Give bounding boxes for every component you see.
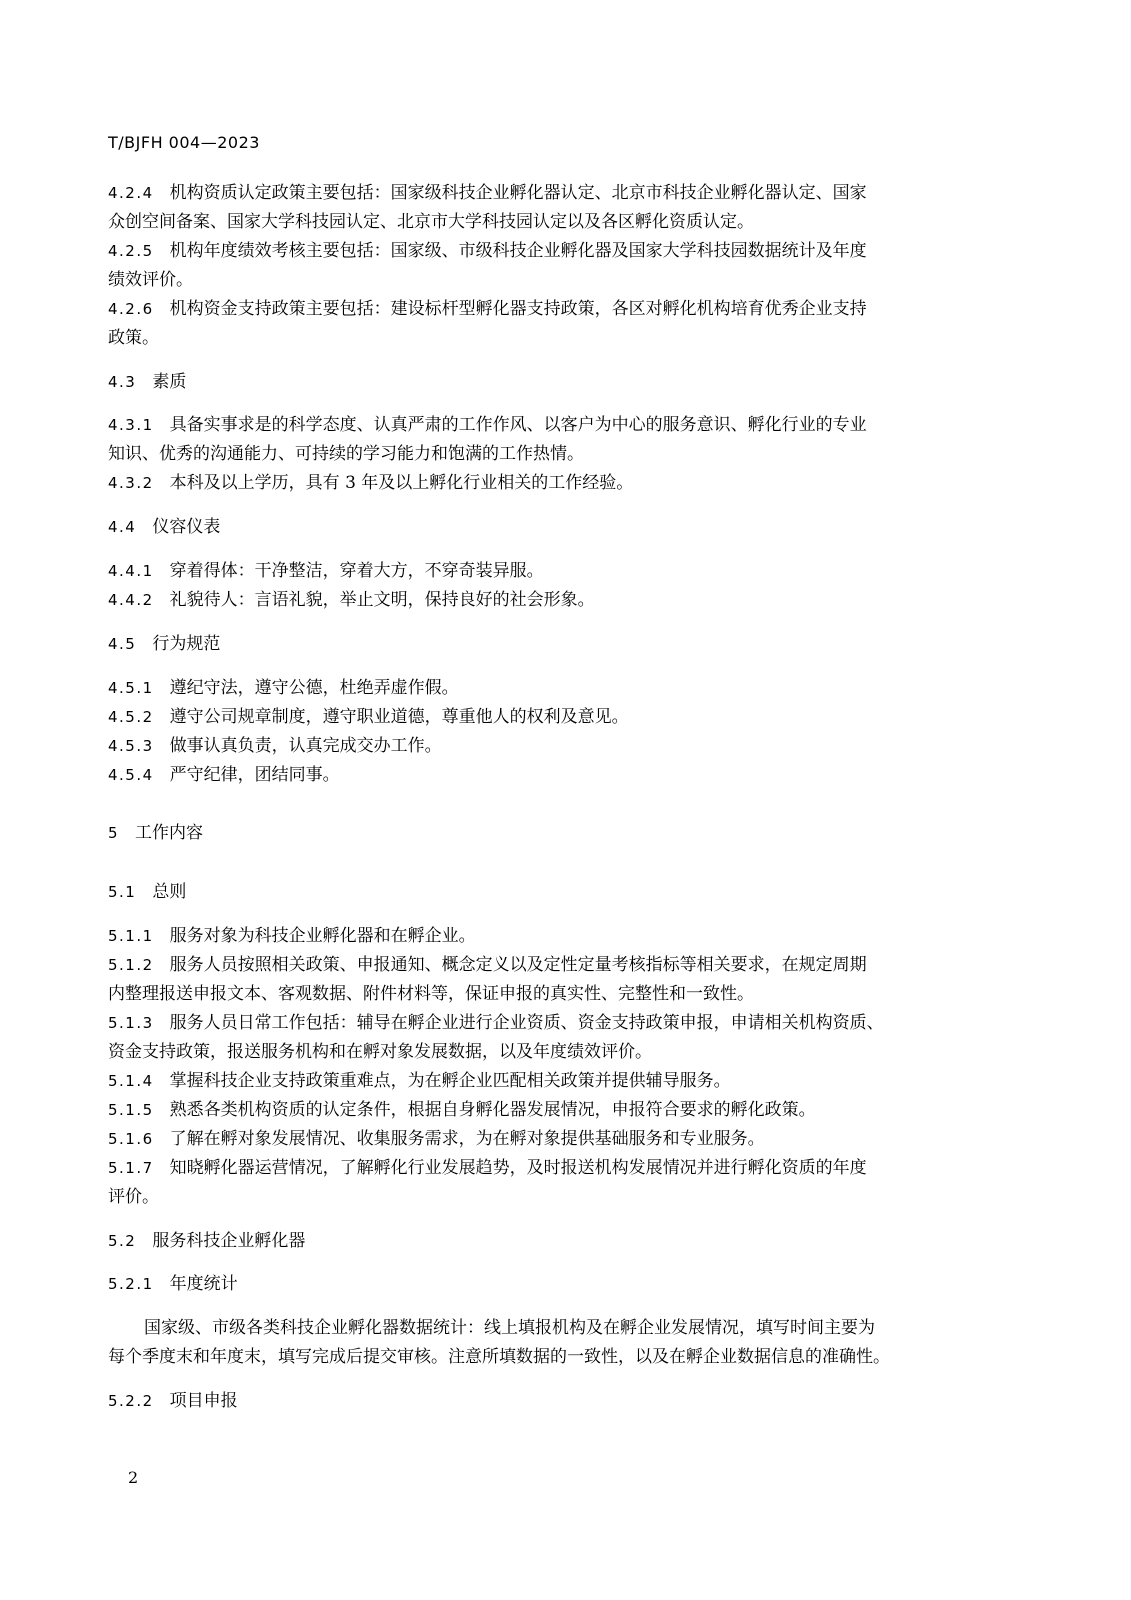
clause-text: 绩效评价。	[108, 270, 193, 290]
document-code: T/BJFH 004—2023	[108, 133, 260, 152]
paragraph-text: 每个季度末和年度末，填写完成后提交审核。注意所填数据的一致性，以及在孵企业数据信息的准确性。	[108, 1347, 890, 1367]
section-title: 行为规范	[152, 634, 221, 654]
clause-line	[108, 298, 867, 320]
clause-text: 众创空间备案、国家大学科技园认定、北京市大学科技园认定以及各区孵化资质认定。	[108, 212, 754, 232]
section-title: 仪容仪表	[152, 517, 221, 537]
clause-line	[108, 443, 584, 465]
clause-text: 资金支持政策，报送服务机构和在孵对象发展数据，以及年度绩效评价。	[108, 1042, 652, 1062]
clause-text: 具备实事求是的科学态度、认真严肃的工作作风、以客户为中心的服务意识、孵化行业的专业	[169, 415, 867, 435]
clause-line	[108, 327, 159, 349]
subsection-heading	[108, 1390, 238, 1412]
clause-number: 4.5.3	[108, 737, 154, 755]
clause-text: 评价。	[108, 1187, 159, 1207]
clause-line	[108, 1186, 159, 1208]
clause-number: 4.3.1	[108, 416, 154, 434]
clause-number: 4.5.2	[108, 708, 154, 726]
page-number: 2	[128, 1468, 139, 1487]
section-heading	[108, 633, 220, 655]
paragraph-line	[144, 1317, 875, 1339]
clause-text: 礼貌待人：言语礼貌，举止文明，保持良好的社会形象。	[169, 590, 595, 610]
clause-text: 内整理报送申报文本、客观数据、附件材料等，保证申报的真实性、完整性和一致性。	[108, 984, 754, 1004]
clause-text: 本科及以上学历，具有 3 年及以上孵化行业相关的工作经验。	[169, 473, 634, 493]
subsection-number: 5.2.2	[108, 1392, 154, 1410]
clause-text: 掌握科技企业支持政策重难点，为在孵企业匹配相关政策并提供辅导服务。	[169, 1071, 731, 1091]
clause-text: 做事认真负责，认真完成交办工作。	[169, 736, 442, 756]
clause-number: 5.1.2	[108, 956, 154, 974]
clause-text: 知晓孵化器运营情况，了解孵化行业发展趋势，及时报送机构发展情况并进行孵化资质的年度	[169, 1158, 867, 1178]
section-heading	[108, 371, 186, 393]
section-number: 5.2	[108, 1232, 137, 1250]
clause-number: 5.1.5	[108, 1101, 154, 1119]
clause-text: 机构资金支持政策主要包括：建设标杆型孵化器支持政策，各区对孵化机构培育优秀企业支持	[169, 299, 867, 319]
clause-line	[108, 211, 754, 233]
clause-text: 服务人员按照相关政策、申报通知、概念定义以及定性定量考核指标等相关要求，在规定周期	[169, 955, 867, 975]
section-number: 5.1	[108, 883, 137, 901]
clause-line	[108, 472, 633, 494]
clause-line	[108, 706, 629, 728]
clause-line	[108, 1041, 652, 1063]
clause-number: 5.1.1	[108, 927, 154, 945]
clause-text: 遵守公司规章制度，遵守职业道德，尊重他人的权利及意见。	[169, 707, 629, 727]
clause-number: 4.5.4	[108, 766, 154, 784]
section-title: 总则	[152, 882, 187, 902]
clause-line	[108, 1128, 765, 1150]
paragraph-line	[108, 1346, 890, 1368]
clause-text: 机构资质认定政策主要包括：国家级科技企业孵化器认定、北京市科技企业孵化器认定、国家	[169, 183, 867, 203]
section-heading	[108, 881, 186, 903]
clause-text: 了解在孵对象发展情况、收集服务需求，为在孵对象提供基础服务和专业服务。	[169, 1129, 765, 1149]
section-title: 服务科技企业孵化器	[152, 1231, 306, 1251]
clause-text: 严守纪律，团结同事。	[169, 765, 340, 785]
clause-number: 4.2.4	[108, 184, 154, 202]
clause-number: 4.2.6	[108, 300, 154, 318]
clause-line	[108, 269, 193, 291]
clause-number: 4.4.2	[108, 591, 154, 609]
clause-line	[108, 925, 476, 947]
clause-text: 机构年度绩效考核主要包括：国家级、市级科技企业孵化器及国家大学科技园数据统计及年度	[169, 241, 867, 261]
clause-number: 4.2.5	[108, 242, 154, 260]
clause-line	[108, 983, 754, 1005]
clause-line	[108, 1012, 884, 1034]
clause-line	[108, 589, 595, 611]
clause-number: 4.3.2	[108, 474, 154, 492]
chapter-number: 5	[108, 824, 120, 842]
clause-line	[108, 677, 459, 699]
clause-line	[108, 1070, 731, 1092]
section-number: 4.4	[108, 518, 137, 536]
clause-line	[108, 560, 544, 582]
clause-number: 4.5.1	[108, 679, 154, 697]
section-number: 4.5	[108, 635, 137, 653]
paragraph-text: 国家级、市级各类科技企业孵化器数据统计：线上填报机构及在孵企业发展情况，填写时间主要为	[144, 1318, 875, 1338]
subsection-heading	[108, 1273, 238, 1295]
clause-line	[108, 414, 867, 436]
clause-text: 服务人员日常工作包括：辅导在孵企业进行企业资质、资金支持政策申报，申请相关机构资质、	[169, 1013, 884, 1033]
clause-line	[108, 954, 867, 976]
section-heading	[108, 516, 220, 538]
subsection-title: 年度统计	[169, 1274, 238, 1294]
clause-text: 政策。	[108, 328, 159, 348]
clause-number: 5.1.4	[108, 1072, 154, 1090]
clause-number: 4.4.1	[108, 562, 154, 580]
section-heading	[108, 1230, 305, 1252]
clause-line	[108, 182, 867, 204]
chapter-title: 工作内容	[135, 823, 204, 843]
section-title: 素质	[152, 372, 187, 392]
clause-text: 穿着得体：干净整洁，穿着大方，不穿奇装异服。	[169, 561, 544, 581]
section-number: 4.3	[108, 373, 137, 391]
subsection-number: 5.2.1	[108, 1275, 154, 1293]
subsection-title: 项目申报	[169, 1391, 238, 1411]
clause-line	[108, 764, 340, 786]
clause-number: 5.1.7	[108, 1159, 154, 1177]
clause-line	[108, 240, 867, 262]
clause-text: 熟悉各类机构资质的认定条件，根据自身孵化器发展情况，申报符合要求的孵化政策。	[169, 1100, 816, 1120]
chapter-heading	[108, 822, 203, 844]
clause-text: 知识、优秀的沟通能力、可持续的学习能力和饱满的工作热情。	[108, 444, 584, 464]
clause-text: 遵纪守法，遵守公德，杜绝弄虚作假。	[169, 678, 459, 698]
clause-text: 服务对象为科技企业孵化器和在孵企业。	[169, 926, 476, 946]
clause-number: 5.1.6	[108, 1130, 154, 1148]
clause-line	[108, 735, 442, 757]
clause-line	[108, 1157, 867, 1179]
clause-number: 5.1.3	[108, 1014, 154, 1032]
clause-line	[108, 1099, 816, 1121]
